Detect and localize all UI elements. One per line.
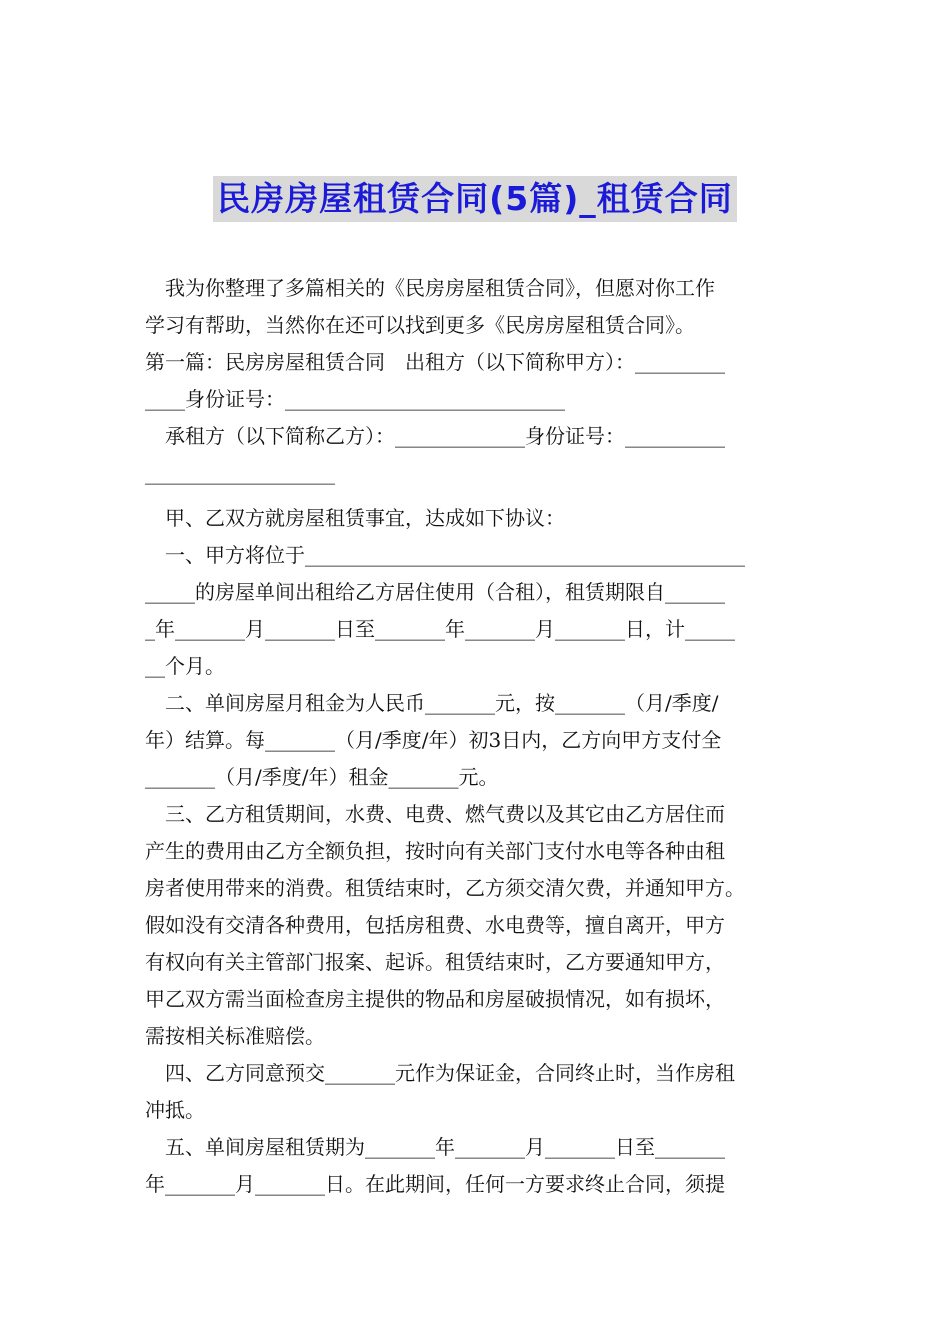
paragraph-line: 承租方（以下简称乙方）：_____________身份证号：__________ bbox=[145, 424, 725, 448]
paragraph-line: 年_______月_______日。在此期间，任何一方要求终止合同，须提 bbox=[145, 1172, 725, 1196]
paragraph-line: 假如没有交清各种费用，包括房租费、水电费等，擅自离开，甲方 bbox=[145, 913, 725, 937]
paragraph-line: 甲、乙双方就房屋租赁事宜，达成如下协议： bbox=[145, 506, 565, 530]
paragraph-line: 有权向有关主管部门报案、起诉。租赁结束时，乙方要通知甲方， bbox=[145, 950, 725, 974]
paragraph-line: 四、乙方同意预交_______元作为保证金，合同终止时，当作房租 bbox=[145, 1061, 735, 1085]
paragraph-line: 五、单间房屋租赁期为_______年_______月_______日至_______ bbox=[145, 1135, 725, 1159]
paragraph-gap bbox=[145, 492, 807, 500]
paragraph-line: __个月。 bbox=[145, 654, 225, 678]
document-title: 民房房屋租赁合同(5篇)_租赁合同 bbox=[213, 176, 737, 222]
paragraph-line: 冲抵。 bbox=[145, 1098, 205, 1122]
paragraph-line: 需按相关标准赔偿。 bbox=[145, 1024, 325, 1048]
paragraph-line: 房者使用带来的消费。租赁结束时，乙方须交清欠费，并通知甲方。 bbox=[145, 876, 745, 900]
paragraph-line: 甲乙双方需当面检查房主提供的物品和房屋破损情况，如有损坏， bbox=[145, 987, 725, 1011]
paragraph-line: 第一篇：民房房屋租赁合同 出租方（以下简称甲方）：_________ bbox=[145, 350, 725, 374]
document-body bbox=[145, 270, 807, 1203]
paragraph-line: 学习有帮助，当然你在还可以找到更多《民房房屋租赁合同》。 bbox=[145, 313, 695, 337]
paragraph-line: 三、乙方租赁期间，水费、电费、燃气费以及其它由乙方居住而 bbox=[145, 802, 725, 826]
paragraph-line: ___________________ bbox=[145, 461, 335, 485]
paragraph-line: 二、单间房屋月租金为人民币_______元，按_______（月/季度/ bbox=[145, 691, 719, 715]
paragraph-line: _____的房屋单间出租给乙方居住使用（合租），租赁期限自______ bbox=[145, 580, 725, 604]
paragraph-line: _年_______月_______日至_______年_______月_______日，计_____ bbox=[145, 617, 735, 641]
paragraph-line: 一、甲方将位于____________________________________________ bbox=[145, 543, 745, 567]
title-wrapper bbox=[0, 176, 950, 222]
paragraph-line: _______（月/季度/年）租金_______元。 bbox=[145, 765, 499, 789]
paragraph-line: ____身份证号：____________________________ bbox=[145, 387, 565, 411]
paragraph-line: 年）结算。每_______（月/季度/年）初3日内，乙方向甲方支付全 bbox=[145, 728, 722, 752]
paragraph-line: 我为你整理了多篇相关的《民房房屋租赁合同》，但愿对你工作 bbox=[145, 276, 715, 300]
paragraph-line: 产生的费用由乙方全额负担，按时向有关部门支付水电等各种由租 bbox=[145, 839, 725, 863]
